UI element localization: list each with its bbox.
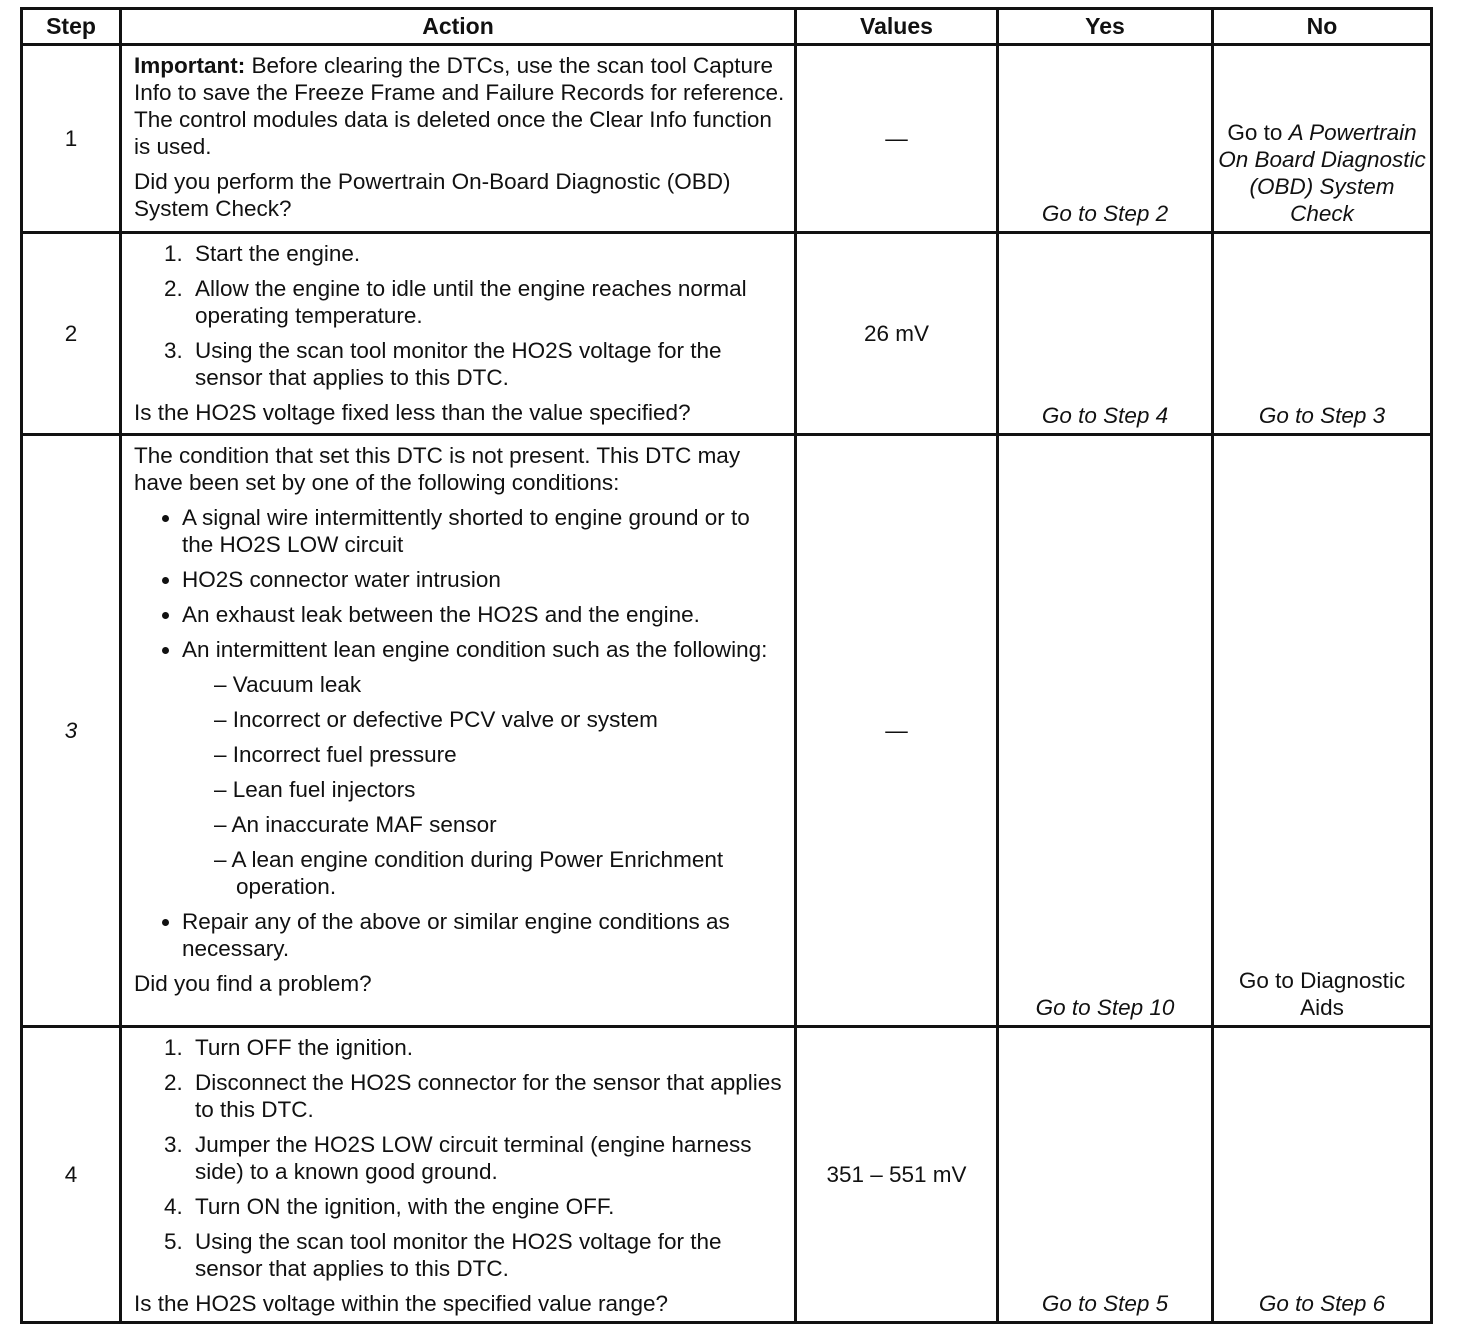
list-item: • Repair any of the above or similar engine conditions as necessary. [182, 908, 786, 962]
question: Did you perform the Powertrain On-Board Diagnostic (OBD) System Check? [134, 169, 731, 221]
header-values: Values [796, 9, 998, 45]
step-number: 1 [22, 45, 121, 233]
dash-item: – Lean fuel injectors [214, 776, 786, 803]
table-row [22, 1027, 1432, 1323]
header-action: Action [121, 9, 796, 45]
action-cell [121, 1027, 796, 1323]
value-cell: — [796, 435, 998, 1027]
list-item: • A signal wire intermittently shorted to engine ground or to the HO2S LOW circuit [182, 504, 786, 558]
list-item: • HO2S connector water intrusion [182, 566, 786, 593]
action-cell [121, 45, 796, 233]
diagnostic-table [20, 7, 1433, 1324]
action-cell [121, 435, 796, 1027]
question: Is the HO2S voltage within the specified value range? [134, 1291, 669, 1316]
value-cell: 26 mV [796, 233, 998, 435]
intro-text: The condition that set this DTC is not present. This DTC may have been set by one of the following conditions: [134, 443, 741, 495]
yes-cell: Go to Step 5 [998, 1027, 1213, 1323]
yes-cell: Go to Step 4 [998, 233, 1213, 435]
dash-item: – Vacuum leak [214, 671, 786, 698]
step-number: 4 [22, 1027, 121, 1323]
question: Did you find a problem? [134, 971, 372, 996]
dash-item: – An inaccurate MAF sensor [214, 811, 786, 838]
numbered-list [134, 240, 786, 391]
list-item: • An exhaust leak between the HO2S and the engine. [182, 601, 786, 628]
list-item: 2. Allow the engine to idle until the engine reaches normal operating temperature. [189, 275, 786, 329]
value-cell: — [796, 45, 998, 233]
list-item: 4. Turn ON the ignition, with the engine OFF. [189, 1193, 786, 1220]
important-note [134, 52, 786, 160]
no-cell: Go to Diagnostic Aids [1213, 435, 1432, 1027]
no-cell: Go to Step 6 [1213, 1027, 1432, 1323]
list-item-text: An intermittent lean engine condition such as the following: [182, 637, 768, 662]
no-cell: Go to Step 3 [1213, 233, 1432, 435]
header-no: No [1213, 9, 1432, 45]
dash-item: – Incorrect fuel pressure [214, 741, 786, 768]
value-cell: 351 – 551 mV [796, 1027, 998, 1323]
dash-item: – A lean engine condition during Power Enrichment operation. [214, 846, 786, 900]
no-cell [1213, 45, 1432, 233]
important-text: Before clearing the DTCs, use the scan tool Capture Info to save the Freeze Frame and Failure Records for reference. The control modules data is deleted once the Clear Info function is used. [134, 53, 785, 159]
step-number: 3 [22, 435, 121, 1027]
list-item: 2. Disconnect the HO2S connector for the sensor that applies to this DTC. [189, 1069, 786, 1123]
list-item: 1. Turn OFF the ignition. [189, 1034, 786, 1061]
bullet-list [134, 504, 786, 962]
list-item: 3. Using the scan tool monitor the HO2S voltage for the sensor that applies to this DTC. [189, 337, 786, 391]
list-item: 3. Jumper the HO2S LOW circuit terminal (engine harness side) to a known good ground. [189, 1131, 786, 1185]
table-row [22, 435, 1432, 1027]
header-yes: Yes [998, 9, 1213, 45]
action-cell [121, 233, 796, 435]
yes-cell: Go to Step 2 [998, 45, 1213, 233]
no-link-text: A Powertrain On Board Diagnostic (OBD) System Check [1218, 120, 1426, 226]
numbered-list [134, 1034, 786, 1282]
dash-list [182, 671, 786, 900]
yes-cell: Go to Step 10 [998, 435, 1213, 1027]
table-row [22, 233, 1432, 435]
step-number: 2 [22, 233, 121, 435]
important-label: Important: [134, 53, 246, 78]
no-prefix: Go to [1227, 120, 1289, 145]
question: Is the HO2S voltage fixed less than the value specified? [134, 400, 691, 425]
header-step: Step [22, 9, 121, 45]
dash-item: – Incorrect or defective PCV valve or system [214, 706, 786, 733]
table-row [22, 45, 1432, 233]
header-row [22, 9, 1432, 45]
list-item [182, 636, 786, 900]
list-item: 5. Using the scan tool monitor the HO2S voltage for the sensor that applies to this DTC. [189, 1228, 786, 1282]
list-item: 1. Start the engine. [189, 240, 786, 267]
